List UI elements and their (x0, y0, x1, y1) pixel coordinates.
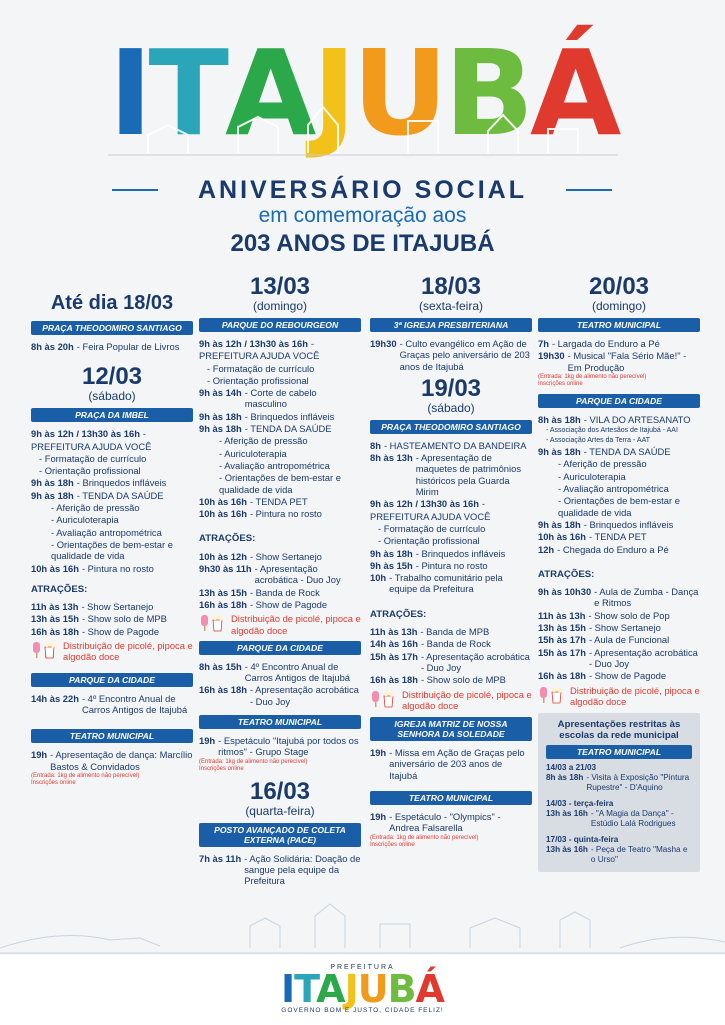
title-letter: T (294, 967, 317, 1011)
title-letter: U (352, 24, 445, 162)
event-row: 13h às 16h - "A Magia da Dança" - Estúdio Lalá Rodrigues (546, 809, 676, 829)
date-heading: 13/03 (249, 273, 311, 300)
event-subtitle: em comemoração aos (258, 204, 467, 227)
event-row: 16h às 18h - Show solo de MPB (370, 674, 506, 686)
column-3 (370, 274, 532, 849)
school-restricted-box (538, 713, 700, 872)
event-row: - Aferição de pressão (51, 502, 140, 514)
title-letter: Á (530, 24, 618, 162)
event-row: 8h às 18h - Visita à Exposição "Pintura Rupestre" - D'Aquino (546, 773, 690, 793)
entry-note: (Entrada: 1kg de alimento não perecível) (370, 834, 479, 841)
logo-prefix: PREFEITURA (330, 964, 395, 971)
title-letter: B (444, 24, 531, 162)
venue-banner: TEATRO MUNICIPAL (31, 729, 193, 743)
title-letter: U (357, 967, 388, 1011)
logo-slogan: GOVERNO BOM E JUSTO, CIDADE FELIZ! (281, 1007, 444, 1014)
event-row: 9h às 18h - Brinquedos infláveis (199, 410, 335, 422)
event-row: 8h às 20h - Feira Popular de Livros (31, 341, 180, 352)
event-row: 15h às 17h - Apresentação acrobática - Duo Joy (370, 650, 530, 673)
event-row: - Associação dos Artesãos de Itajubá - AAI (546, 427, 678, 435)
footer-logo (0, 964, 725, 1014)
event-row: - Orientação profissional (378, 535, 480, 547)
event-row: PREFEITURA AJUDA VOCÊ (31, 440, 152, 452)
day-of-week: (quarta-feira) (245, 803, 315, 818)
event-row: 19h - Espetáculo "Itajubá por todos os ritmos" - Grupo Stage (199, 735, 359, 758)
treat-note: Distribuição de picolé, pipoca e algodão doce (538, 685, 700, 708)
event-row: 19h - Espetáculo - "Olympics" - Andrea Falsarella (370, 811, 501, 834)
event-row: 8h - HASTEAMENTO DA BANDEIRA (370, 439, 527, 451)
event-row: 13h às 15h - Banda de Rock (199, 586, 320, 598)
venue-banner: PRAÇA DA IMBEL (31, 408, 193, 422)
title-letter: A (225, 24, 313, 162)
event-row: 13h às 15h - Show Sertanejo (538, 622, 661, 634)
event-row: 14h às 22h - 4º Encontro Anual de Carros Antigos de Itajubá (31, 692, 188, 715)
day-of-week: (sexta-feira) (418, 299, 483, 313)
column-2 (199, 274, 361, 888)
event-row: 9h às 18h - Brinquedos infláveis (370, 547, 506, 559)
day-of-week: (domingo) (591, 299, 647, 313)
event-row: - Auriculoterapia (51, 514, 119, 526)
event-row: 15h às 17h - Apresentação acrobática - Duo Joy (538, 646, 698, 669)
venue-banner: TEATRO MUNICIPAL (370, 791, 532, 805)
event-title: ANIVERSÁRIO SOCIAL (197, 176, 528, 204)
event-row: 10h às 16h - TENDA PET (538, 531, 647, 543)
entry-note: (Entrada: 1kg de alimento não perecível) (199, 758, 308, 765)
popsicle-popcorn-icon (538, 685, 566, 705)
event-row: 11h às 13h - Show Sertanejo (31, 601, 154, 613)
treat-note: Distribuição de picolé, pipoca e algodão doce (199, 613, 361, 636)
venue-banner: PARQUE DA CIDADE (538, 394, 700, 408)
restricted-date: 14/03 - terça-feira (546, 799, 614, 809)
day-of-week: (sábado) (427, 400, 475, 415)
title-letter: A (316, 967, 345, 1011)
event-row: - Orientações de bem-estar e qualidade de vida (51, 538, 173, 562)
event-row: 13h às 16h - Peça de Teatro "Masha e o Urso" (546, 845, 688, 865)
venue-banner: 3ª IGREJA PRESBITERIANA (370, 318, 532, 332)
registration-note: Inscrições online (31, 779, 76, 786)
event-row: 9h às 12h / 13h30 às 16h - (31, 428, 147, 440)
registration-note: Inscrições online (370, 841, 415, 848)
restricted-date: 17/03 - quinta-feira (546, 835, 619, 845)
footer-skyline-graphic (0, 898, 725, 955)
event-list (538, 338, 700, 373)
event-row: - Formatação de currículo (207, 362, 315, 374)
title-letter: I (108, 24, 149, 162)
attractions-list (370, 626, 532, 685)
venue-banner: PRAÇA THEODOMIRO SANTIAGO (31, 321, 193, 335)
event-row: - Formatação de currículo (39, 452, 147, 464)
event-row: 9h30 às 11h - Apresentação acrobática - Duo Joy (199, 563, 341, 586)
event-row: - Orientação profissional (207, 374, 309, 386)
venue-banner: PARQUE DA CIDADE (31, 673, 193, 687)
event-row: 9h às 12h / 13h30 às 16h - (199, 338, 315, 349)
day-of-week: (sábado) (88, 389, 136, 404)
venue-banner: PRAÇA THEODOMIRO SANTIAGO (370, 420, 532, 434)
registration-note: Inscrições online (199, 765, 244, 772)
event-row: PREFEITURA AJUDA VOCÊ (199, 350, 320, 362)
event-row: - Formatação de currículo (378, 522, 486, 534)
event-row: - Avaliação antropométrica (219, 459, 330, 471)
event-row: 12h - Chegada do Enduro a Pé (538, 543, 669, 555)
title-letter: T (148, 24, 226, 162)
venue-banner: PARQUE DA CIDADE (199, 641, 361, 655)
event-row: 9h às 18h - TENDA DA SAÚDE (199, 423, 332, 435)
popsicle-popcorn-icon (31, 640, 59, 660)
date-heading: 16/03 (249, 777, 311, 805)
event-row: 11h às 13h - Banda de MPB (370, 626, 490, 638)
venue-banner: TEATRO MUNICIPAL (538, 318, 700, 332)
event-list (199, 661, 361, 707)
title-letter: J (344, 967, 358, 1011)
event-row: 10h - Trabalho comunitário pela equipe da Prefeitura (370, 572, 503, 595)
event-row: 9h às 18h - TENDA DA SAÚDE (538, 446, 671, 458)
date-heading: 18/03 (420, 273, 482, 300)
event-row: 7h - Largada do Enduro a Pé (538, 338, 660, 349)
day-of-week: (domingo) (252, 299, 308, 313)
event-row: - Avaliação antropométrica (51, 526, 162, 538)
entry-note: (Entrada: 1kg de alimento não perecível) (31, 772, 140, 779)
restricted-date: 14/03 a 21/03 (546, 763, 597, 773)
entry-note: (Entrada: 1kg de alimento não perecível) (538, 373, 647, 380)
popsicle-popcorn-icon (199, 613, 227, 633)
event-row: 9h às 18h - TENDA DA SAÚDE (31, 489, 164, 501)
event-row: 9h às 12h / 13h30 às 16h - (370, 498, 486, 510)
event-row: 10h às 16h - TENDA PET (199, 495, 308, 507)
attractions-list (538, 586, 700, 681)
event-row: 11h às 13h - Show solo de Pop (538, 609, 670, 621)
title-letter: Á (415, 967, 444, 1011)
column-1 (31, 274, 193, 787)
event-row: - Associação Artes da Terra - AAT (546, 437, 651, 445)
attractions-list (31, 601, 193, 637)
venue-banner: TEATRO MUNICIPAL (546, 745, 692, 759)
event-row: 19h - Apresentação de dança: Marcílio Bastos & Convidados (31, 749, 193, 772)
event-row: 9h às 18h - Brinquedos infláveis (538, 518, 674, 530)
event-row: 10h às 16h - Pintura no rosto (31, 562, 154, 574)
date-heading: 12/03 (81, 363, 143, 391)
event-row: 8h às 18h - VILA DO ARTESANATO (538, 413, 691, 425)
event-row: - Avaliação antropométrica (558, 483, 669, 495)
event-list (538, 414, 700, 555)
event-list (370, 440, 532, 595)
event-row: 9h às 10h30 - Aula de Zumba - Dança e Ritmos (538, 586, 699, 609)
event-row: 7h às 11h - Ação Solidária: Doação de sangue pela equipe da Prefeitura (199, 852, 361, 887)
event-row: 10h às 12h - Show Sertanejo (199, 550, 322, 562)
event-row: - Orientação profissional (39, 465, 141, 477)
event-row: 19h - Missa em Ação de Graças pelo aniversário de 203 anos de Itajubá (370, 747, 525, 781)
registration-note: Inscrições online (538, 380, 583, 387)
event-row: - Aferição de pressão (219, 435, 308, 447)
treat-note: Distribuição de picolé, pipoca e algodão doce (370, 689, 532, 712)
event-row: 19h30 - Culto evangélico em Ação de Graças pelo aniversário de 203 anos de Itajubá (370, 338, 530, 372)
restricted-list (546, 763, 692, 865)
event-row: 16h às 18h - Apresentação acrobática - Duo Joy (199, 684, 359, 707)
date-heading: Até dia 18/03 (50, 292, 174, 314)
city-skyline-graphic (108, 95, 618, 157)
event-row: - Auriculoterapia (558, 470, 626, 482)
attractions-label: ATRAÇÕES: (370, 608, 427, 620)
event-row: 16h às 18h - Show de Pagode (31, 625, 160, 637)
event-list (199, 338, 361, 519)
event-row: - Auriculoterapia (219, 447, 287, 459)
venue-banner: TEATRO MUNICIPAL (199, 715, 361, 729)
event-row: 13h às 15h - Show solo de MPB (31, 613, 167, 625)
event-anniversary: 203 ANOS DE ITAJUBÁ (230, 230, 495, 257)
title-letter: J (312, 24, 353, 162)
event-row: 8h às 15h - 4º Encontro Anual de Carros Antigos de Itajubá (199, 660, 351, 684)
popsicle-popcorn-icon (370, 689, 398, 709)
event-row: 14h às 16h - Banda de Rock (370, 638, 491, 650)
attractions-label: ATRAÇÕES: (538, 568, 595, 580)
event-row: - Aferição de pressão (558, 458, 647, 470)
event-row: 9h às 18h - Brinquedos infláveis (31, 477, 167, 489)
event-row: 16h às 18h - Show de Pagode (538, 670, 667, 682)
event-row: 9h às 14h - Corte de cabelo masculino (199, 387, 317, 410)
event-row: 8h às 13h - Apresentação de maquetes de patrimônios históricos pela Guarda Mirim (370, 452, 522, 498)
event-row: 15h às 17h - Aula de Funcional (538, 634, 670, 646)
title-letter: B (387, 967, 416, 1011)
event-row: PREFEITURA AJUDA VOCÊ (370, 510, 491, 522)
event-row: 9h às 15h - Pintura no rosto (370, 559, 488, 571)
column-4 (538, 274, 700, 872)
treat-note: Distribuição de picolé, pipoca e algodão doce (31, 640, 193, 663)
attractions-label: ATRAÇÕES: (31, 583, 88, 595)
venue-banner: IGREJA MATRIZ DE NOSSA SENHORA DA SOLEDADE (370, 717, 532, 741)
event-row: - Orientações de bem-estar e qualidade de vida (219, 472, 341, 495)
venue-banner: PARQUE DO REBOURGEON (199, 318, 361, 332)
title-letter: I (281, 967, 295, 1011)
event-list (31, 428, 193, 574)
date-heading: 20/03 (588, 273, 650, 300)
event-row: - Orientações de bem-estar e qualidade de vida (558, 495, 680, 518)
event-row: 16h às 18h - Show de Pagode (199, 598, 328, 610)
event-row: 10h às 16h - Pintura no rosto (199, 508, 322, 520)
attractions-label: ATRAÇÕES: (199, 533, 256, 545)
event-row: 19h30 - Musical "Fala Sério Mãe!" - Em Produção (538, 350, 687, 373)
venue-banner: POSTO AVANÇADO DE COLETA EXTERNA (PACE) (199, 823, 361, 847)
attractions-list (199, 551, 361, 610)
restricted-title: Apresentações restritas às escolas da rede municipal (557, 719, 681, 742)
date-heading: 19/03 (420, 374, 482, 402)
